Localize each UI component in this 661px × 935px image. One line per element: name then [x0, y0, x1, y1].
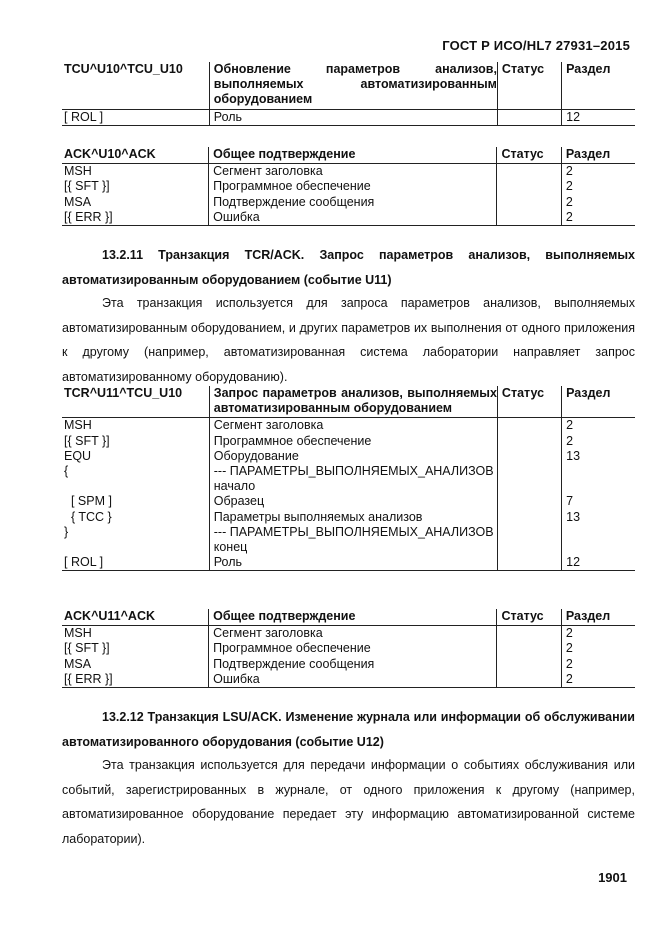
- cell-segment: MSH: [62, 418, 209, 434]
- cell-segment: [{ ERR }]: [62, 672, 209, 688]
- cell-section: 2: [561, 672, 635, 688]
- cell-segment: MSA: [62, 657, 209, 672]
- table-row: [62, 494, 635, 509]
- col-status: Статус: [497, 62, 561, 109]
- cell-segment: [ ROL ]: [62, 109, 209, 125]
- table-tcr-u11: [62, 386, 635, 571]
- cell-section: [562, 525, 635, 555]
- table-header-row: [62, 609, 635, 626]
- table-row: [62, 657, 635, 672]
- col-description: Запрос параметров анализов, выполняемых автоматизированным оборудованием: [209, 386, 497, 418]
- cell-status: [497, 494, 561, 509]
- col-message: ACK^U11^ACK: [62, 609, 209, 626]
- section-heading-13-2-11: 13.2.11 Транзакция TCR/ACK. Запрос параметров анализов, выполняемых автоматизированным оборудованием (событие U11): [62, 248, 635, 287]
- cell-segment: MSA: [62, 195, 209, 210]
- cell-description: Параметры выполняемых анализов: [209, 510, 497, 525]
- table-row: [62, 418, 635, 434]
- table-tcu-u10: [62, 62, 635, 126]
- col-message: TCR^U11^TCU_U10: [62, 386, 209, 418]
- cell-description: Образец: [209, 494, 497, 509]
- cell-segment: EQU: [62, 449, 209, 464]
- cell-status: [497, 657, 561, 672]
- cell-status: [497, 164, 561, 180]
- cell-segment: MSH: [62, 164, 209, 180]
- table-ack-u11: [62, 609, 635, 688]
- cell-description: Программное обеспечение: [209, 641, 497, 656]
- table-row: [62, 210, 635, 226]
- cell-status: [497, 464, 561, 494]
- cell-description: Роль: [209, 555, 497, 571]
- table-row: [62, 626, 635, 642]
- cell-section: 2: [565, 164, 573, 179]
- col-status: Статус: [497, 386, 561, 418]
- document-header: ГОСТ Р ИСО/HL7 27931–2015: [442, 38, 630, 53]
- cell-section: [562, 464, 635, 494]
- cell-description: Ошибка: [209, 210, 497, 226]
- cell-description: Подтверждение сообщения: [209, 195, 497, 210]
- table-row: [62, 109, 635, 125]
- cell-section: 2: [566, 433, 574, 448]
- cell-section: 2: [565, 656, 573, 671]
- table-row: [62, 510, 635, 525]
- table-row: [62, 464, 635, 494]
- cell-segment: [{ SFT }]: [62, 434, 209, 449]
- cell-description: --- ПАРАМЕТРЫ_ВЫПОЛНЯЕМЫХ_АНАЛИЗОВ конец: [209, 525, 497, 555]
- cell-section: 2: [565, 626, 573, 641]
- cell-section: 2: [561, 210, 635, 226]
- cell-segment: }: [62, 525, 209, 555]
- col-description: Общее подтверждение: [209, 147, 497, 164]
- col-message: ACK^U10^ACK: [62, 147, 209, 164]
- cell-segment: {: [62, 464, 209, 494]
- cell-status: [497, 510, 561, 525]
- section-paragraph-13-2-11: Эта транзакция используется для запроса параметров анализов, выполняемых автоматизированным оборудованием, и других параметров их выполнения от одного приложения к другому (например, автоматизированная система лаборатории направляет запрос автоматизированному оборудованию).: [62, 296, 635, 384]
- section-paragraph-13-2-12: Эта транзакция используется для передачи информации о событиях обслуживания или событий, зарегистрированных в журнале, от одного приложения к другому (например, автоматизированное оборудование передает эту информацию автоматизированной системе лаборатории).: [62, 758, 635, 846]
- cell-segment: [ ROL ]: [62, 555, 209, 571]
- cell-section: 2: [566, 418, 574, 433]
- cell-status: [497, 672, 561, 688]
- table-row: [62, 195, 635, 210]
- cell-description: Программное обеспечение: [209, 179, 497, 194]
- cell-status: [497, 626, 561, 642]
- cell-section: 2: [565, 641, 573, 656]
- cell-section: 13: [566, 509, 581, 524]
- table-row: [62, 672, 635, 688]
- cell-section: 13: [566, 448, 581, 463]
- cell-status: [497, 195, 561, 210]
- table-header-row: [62, 386, 635, 418]
- table-row: [62, 525, 635, 555]
- table-row: [62, 164, 635, 180]
- page-number: 1901: [598, 870, 627, 885]
- col-section: Раздел: [561, 147, 635, 164]
- cell-status: [497, 418, 561, 434]
- cell-status: [497, 179, 561, 194]
- col-section: Раздел: [562, 386, 635, 418]
- cell-status: [497, 641, 561, 656]
- col-description: Общее подтверждение: [209, 609, 497, 626]
- cell-segment: [{ SFT }]: [62, 641, 209, 656]
- table-row: [62, 179, 635, 194]
- cell-description: Ошибка: [209, 672, 497, 688]
- cell-segment: [ SPM ]: [62, 494, 209, 509]
- cell-status: [497, 210, 561, 226]
- cell-description: Сегмент заголовка: [209, 164, 497, 180]
- cell-status: [497, 109, 561, 125]
- table-ack-u10: [62, 147, 635, 226]
- table-row: [62, 449, 635, 464]
- cell-description: Подтверждение сообщения: [209, 657, 497, 672]
- table-row: [62, 555, 635, 571]
- table-header-row: [62, 62, 635, 109]
- cell-segment: [{ SFT }]: [62, 179, 209, 194]
- col-section: Раздел: [561, 609, 635, 626]
- cell-section: 7: [566, 494, 574, 509]
- cell-description: Сегмент заголовка: [209, 626, 497, 642]
- table-row: [62, 434, 635, 449]
- cell-segment: [{ ERR }]: [62, 210, 209, 226]
- cell-status: [497, 449, 561, 464]
- col-status: Статус: [497, 609, 561, 626]
- cell-description: --- ПАРАМЕТРЫ_ВЫПОЛНЯЕМЫХ_АНАЛИЗОВ начало: [209, 464, 497, 494]
- col-status: Статус: [497, 147, 561, 164]
- cell-description: Сегмент заголовка: [209, 418, 497, 434]
- col-description: Обновление параметров анализов, выполняемых автоматизированным оборудованием: [209, 62, 497, 109]
- col-message: TCU^U10^TCU_U10: [62, 62, 209, 109]
- cell-status: [497, 434, 561, 449]
- cell-description: Программное обеспечение: [209, 434, 497, 449]
- cell-section: 2: [565, 194, 573, 209]
- section-heading-13-2-12: 13.2.12 Транзакция LSU/ACK. Изменение журнала или информации об обслуживании автоматизированного оборудования (событие U12): [62, 710, 635, 749]
- cell-description: Оборудование: [209, 449, 497, 464]
- cell-status: [497, 525, 561, 555]
- cell-description: Роль: [209, 109, 497, 125]
- cell-section: 12: [562, 109, 635, 125]
- cell-segment: { TCC }: [62, 510, 209, 525]
- cell-status: [497, 555, 561, 571]
- cell-section: 2: [565, 179, 573, 194]
- cell-section: 12: [562, 555, 635, 571]
- col-section: Раздел: [562, 62, 635, 109]
- table-header-row: [62, 147, 635, 164]
- table-row: [62, 641, 635, 656]
- cell-segment: MSH: [62, 626, 209, 642]
